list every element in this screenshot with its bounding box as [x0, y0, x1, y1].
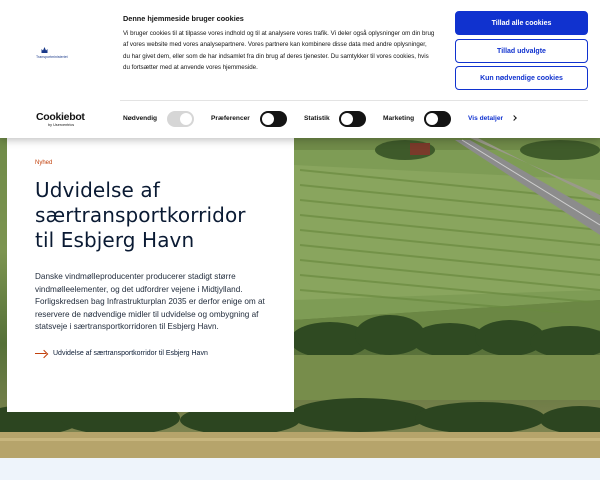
necessary-only-button[interactable]: Kun nødvendige cookies: [455, 66, 588, 90]
allow-all-cookies-button[interactable]: Tillad alle cookies: [455, 11, 588, 35]
toggle-necessary: [167, 111, 194, 127]
arrow-right-icon: [35, 350, 47, 358]
allow-selected-button[interactable]: Tillad udvalgte: [455, 39, 588, 63]
page-section-background: [0, 458, 600, 480]
read-more-label: Udvidelse af særtransportkorridor til Esbjerg Havn: [53, 350, 208, 358]
cookiebot-byline: by Usercentrics: [48, 123, 75, 127]
toggle-marketing[interactable]: [424, 111, 451, 127]
cookie-banner: [0, 0, 600, 138]
show-details-link[interactable]: Vis detaljer: [468, 115, 504, 122]
cookie-title: Denne hjemmeside bruger cookies: [123, 14, 244, 23]
toggle-label-necessary: Nødvendig: [123, 115, 158, 122]
toggle-label-marketing: Marketing: [383, 115, 415, 122]
read-more-link[interactable]: [35, 350, 266, 358]
toggle-statistics[interactable]: [339, 111, 366, 127]
divider: [120, 100, 588, 101]
crown-icon: [41, 46, 48, 54]
news-card: [7, 138, 294, 412]
cookiebot-logo: [36, 112, 91, 130]
toggle-preferences[interactable]: [260, 111, 287, 127]
site-logo: [36, 46, 86, 66]
chevron-right-icon: [511, 115, 517, 121]
toggle-label-statistics: Statistik: [304, 115, 330, 122]
news-tag: Nyhed: [35, 160, 53, 166]
consent-toggles: [123, 111, 593, 127]
toggle-label-preferences: Præferencer: [211, 115, 250, 122]
news-body: Danske vindmølleproducenter producerer stadigt større vindmølleelementer, og det udfordrer vejene i Midtjylland. Forligskredsen bag Infrastrukturplan 2035 er derfor enige om at reservere de nødvendige midler til udvidelse og ombygning af statsveje i særtransportkorridoren til Esbjerg Havn.: [35, 272, 265, 332]
news-title: Udvidelse af særtransportkorridor til Esbjerg Havn: [35, 178, 246, 252]
cookie-description: Vi bruger cookies til at tilpasse vores indhold og til at analysere vores trafik. Vi deler også oplysninger om din brug af vores website med vores analysepartnere. Vores partnere kan kombinere disse data med andre oplysninger, du har givet dem, eller som de har indsamlet fra din brug af deres tjenester. Du samtykker til vores cookies, hvis du fortsætter med at anvende vores hjemmeside.: [123, 30, 435, 71]
cookiebot-name: Cookiebot: [36, 111, 85, 123]
site-logo-text: Transportministeriet: [36, 55, 68, 59]
